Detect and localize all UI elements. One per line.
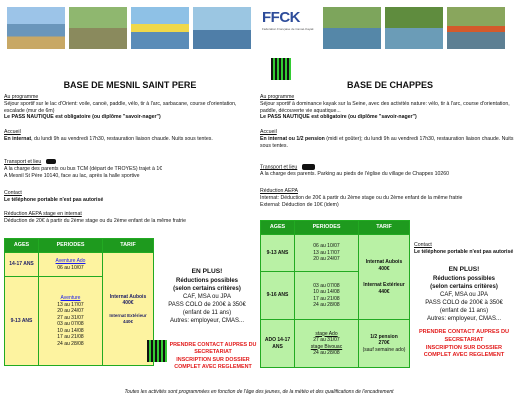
left-transport-text1: A la charge des parents ou bus TCM (départ de TROYES) trajet à 1€	[4, 165, 163, 172]
right-tarif-half-note: (sauf semaine ado)	[362, 346, 406, 353]
right-accueil	[260, 129, 514, 149]
right-period-2	[295, 272, 359, 320]
right-table-header-ages: AGES	[261, 221, 295, 235]
left-notice-4: COMPLET AVEC REGLEMENT	[174, 363, 252, 370]
left-period-2-date: 27 au 31/07	[57, 314, 84, 321]
right-transport-text: A la charge des parents. Parking au pieds de l'église du village de Chappes 10260	[260, 171, 450, 178]
left-promo-line5: (enfant de 11 ans)	[182, 310, 232, 317]
right-tarif-internat	[359, 235, 410, 320]
right-period-date: 24 au 28/08	[313, 350, 340, 357]
right-promo-line5: (enfant de 11 ans)	[439, 308, 489, 315]
left-tarif-exterieur: Internat Extérieur 440€	[109, 312, 147, 324]
right-period-date: 24 au 28/08	[313, 302, 340, 309]
right-promo-title: EN PLUS!	[448, 266, 480, 273]
right-contact-heading: Contact	[414, 242, 432, 248]
left-tarif-aubois: Internat Aubois 400€	[109, 293, 147, 307]
left-period-1-label[interactable]: Aventure Ado	[55, 258, 86, 264]
photo-catamaran	[130, 6, 190, 50]
left-contact-text: Le téléphone portable n'est pas autorisé	[4, 196, 104, 203]
photo-boat	[192, 6, 252, 50]
right-reduction-heading: Réduction AEPA	[260, 188, 298, 194]
right-tarif-half-price: 270€	[378, 340, 390, 347]
right-period-date: 03 au 07/08	[313, 282, 340, 289]
left-period-2-date: 20 au 24/07	[57, 308, 84, 314]
left-notice-1: PRENDRE CONTACT AUPRES DU	[169, 342, 257, 348]
left-table-header-ages: AGES	[5, 239, 39, 253]
left-period-2	[39, 277, 103, 366]
right-accueil-text: (midi et goûter); du lundi 9h au vendredi 17h30, restauration liaison chaude. Nuits sous tentes.	[260, 135, 514, 149]
ffck-logo-subtitle: Fédération Française de Canoë-Kayak	[262, 26, 314, 31]
right-notice-3: INSCRIPTION SUR DOSSIER	[425, 344, 503, 351]
right-notice-1: PRENDRE CONTACT AUPRES DU	[418, 329, 510, 336]
right-age-3: ADO 14-17 ANS	[261, 320, 295, 368]
photo-kayak-group	[322, 6, 382, 50]
photo-bikers	[68, 6, 128, 50]
photo-water-kids	[384, 6, 444, 50]
right-promo-line4: PASS COLO de 200€ à 350€	[425, 300, 503, 307]
right-tarif-half-label: 1/2 pension	[370, 333, 398, 340]
left-accueil-heading: Accueil	[4, 129, 21, 135]
left-program	[4, 94, 254, 121]
right-program-warning: Le PASS NAUTIQUE est obligatoire (ou diplôme "savoir-nager")	[260, 114, 417, 121]
left-promo-line6: Autres: employeur, CMAS...	[169, 318, 245, 325]
right-promo-box	[412, 266, 516, 360]
left-tarif	[103, 253, 154, 366]
left-reduction-text: Déduction de 20€ à partir du 2ème stage ou du 2ème enfant de la même fratrie	[4, 217, 186, 224]
right-accueil-heading: Accueil	[260, 129, 277, 135]
right-stage-bivouac-link[interactable]: stage Bivouac	[310, 343, 343, 350]
left-notice-2: SECRETARIAT	[194, 349, 232, 356]
right-period-date: 06 au 10/07	[313, 243, 340, 250]
right-tarif-aubois: Internat Aubois 400€	[365, 259, 403, 272]
left-table-header-tarif: TARIF	[103, 239, 154, 253]
right-tarif-demi-pension	[359, 320, 410, 368]
right-table-header-tarif: TARIF	[359, 221, 410, 235]
right-notice-2: SECRETARIAT	[444, 337, 484, 343]
right-age-2: 9-16 ANS	[261, 272, 295, 320]
left-transport-heading: Transport et lieu	[4, 159, 42, 165]
left-accueil-bold: En internat	[4, 135, 32, 142]
left-period-2-date: 10 au 14/08	[57, 327, 84, 334]
right-period-date: 20 au 24/07	[313, 256, 340, 263]
left-promo-title: EN PLUS!	[191, 268, 223, 275]
right-reduction	[260, 188, 514, 208]
left-transport	[4, 159, 254, 179]
photo-kayak-river	[446, 6, 506, 50]
left-accueil	[4, 129, 254, 143]
right-period-1	[295, 235, 359, 272]
left-table-header-periodes: PERIODES	[39, 239, 103, 253]
qr-code-mesnil	[147, 340, 167, 362]
left-schedule-table	[4, 238, 154, 366]
left-period-2-date: 24 au 28/08	[57, 340, 84, 347]
left-period-2-date: 03 au 07/08	[57, 321, 84, 327]
left-reduction	[4, 211, 254, 225]
left-promo-line3: CAF, MSA ou JPA	[183, 294, 231, 301]
left-promo-line1: Réductions possibles	[175, 277, 238, 284]
right-program-text: Séjour sportif à dominance kayak sur la Seine, avec des activités nature: vélo, tir à l'arc, course d'orientation, paddle, découverte vie aquatique...	[260, 100, 510, 114]
right-schedule-table	[260, 220, 410, 368]
left-accueil-text: , du lundi 9h au vendredi 17h30, restauration liaison chaude. Nuits sous tentes.	[31, 135, 213, 142]
right-promo-line1: Réductions possibles	[432, 275, 495, 282]
right-program	[260, 94, 514, 121]
car-icon	[302, 164, 315, 170]
left-period-2-date: 13 au 17/07	[57, 301, 84, 308]
right-accueil-bold: En internat ou 1/2 pension	[260, 135, 325, 142]
left-contact	[4, 190, 254, 204]
right-period-3	[295, 320, 359, 368]
right-program-heading: Au programme	[260, 94, 295, 100]
right-reduction-text1: Internat: Déduction de 20€ à partir du 2ème stage ou du 2ème enfant de la même fratrie	[260, 194, 463, 201]
left-period-2-date: 17 au 21/08	[57, 334, 84, 340]
ffck-logo	[262, 8, 320, 48]
left-program-warning: Le PASS NAUTIQUE est obligatoire (ou diplôme "savoir-nager")	[4, 114, 161, 121]
right-stage-ado-link[interactable]: stage Ado	[315, 330, 338, 337]
left-promo-box	[158, 268, 256, 325]
right-transport	[260, 164, 514, 178]
right-tarif-exterieur: Internat Extérieur 440€	[363, 282, 405, 295]
left-promo-line2: (selon certains critères)	[173, 285, 241, 292]
left-age-2: 9-13 ANS	[5, 277, 39, 366]
right-period-date: 10 au 14/08	[313, 289, 340, 296]
right-period-date: 13 au 17/07	[313, 249, 340, 256]
footer-note: Toutes les activités sont programmées en fonction de l'âge des jeunes, de la météo et des qualifications de l'encadrement	[124, 389, 394, 395]
left-program-text: Séjour sportif sur le lac d'Orient: voile, canoë, paddle, vélo, tir à l'arc, sarbacane, course d'orientation, escalade (mur de 6m)	[4, 100, 237, 114]
right-table-header-periodes: PERIODES	[295, 221, 359, 235]
right-notice-4: COMPLET AVEC REGLEMENT	[423, 352, 505, 359]
right-reduction-text2: External: Déduction de 10€ (idem)	[260, 201, 339, 208]
right-promo-line6: Autres: employeur, CMAS...	[426, 316, 502, 323]
right-contact	[414, 242, 514, 256]
right-transport-heading: Transport et lieu	[260, 164, 298, 171]
right-period-date: 17 au 21/08	[313, 295, 340, 302]
left-notice-3: INSCRIPTION SUR DOSSIER	[176, 356, 250, 363]
car-icon	[46, 159, 56, 164]
photo-lake-sailing	[6, 6, 66, 50]
left-transport-text2: A Mesnil St Père 10140, face au lac, après la halle sportive	[4, 172, 140, 179]
qr-code-chappes	[271, 58, 291, 80]
left-title: BASE DE MESNIL SAINT PERE	[63, 80, 197, 90]
left-promo-line4: PASS COLO de 200€ à 350€	[168, 302, 246, 309]
ffck-logo-text: FFCK	[262, 9, 300, 26]
right-title: BASE DE CHAPPES	[346, 80, 434, 90]
right-promo-line2: (selon certains critères)	[430, 283, 498, 290]
right-age-1: 9-13 ANS	[261, 235, 295, 272]
left-contact-heading: Contact	[4, 190, 22, 196]
left-period-1-dates: 06 au 10/07	[57, 264, 84, 271]
left-period-2-label[interactable]: Aventure	[60, 295, 81, 301]
left-contact-notice	[168, 342, 258, 371]
right-period-date: 27 au 31/07	[313, 337, 340, 344]
left-program-heading: Au programme	[4, 94, 39, 100]
right-contact-text: Le téléphone portable n'est pas autorisé	[414, 248, 514, 255]
left-age-1: 14-17 ANS	[5, 253, 39, 277]
left-period-1	[39, 253, 103, 277]
left-reduction-heading: Réduction AEPA stage en internat	[4, 211, 82, 217]
right-promo-line3: CAF, MSA ou JPA	[440, 292, 488, 299]
